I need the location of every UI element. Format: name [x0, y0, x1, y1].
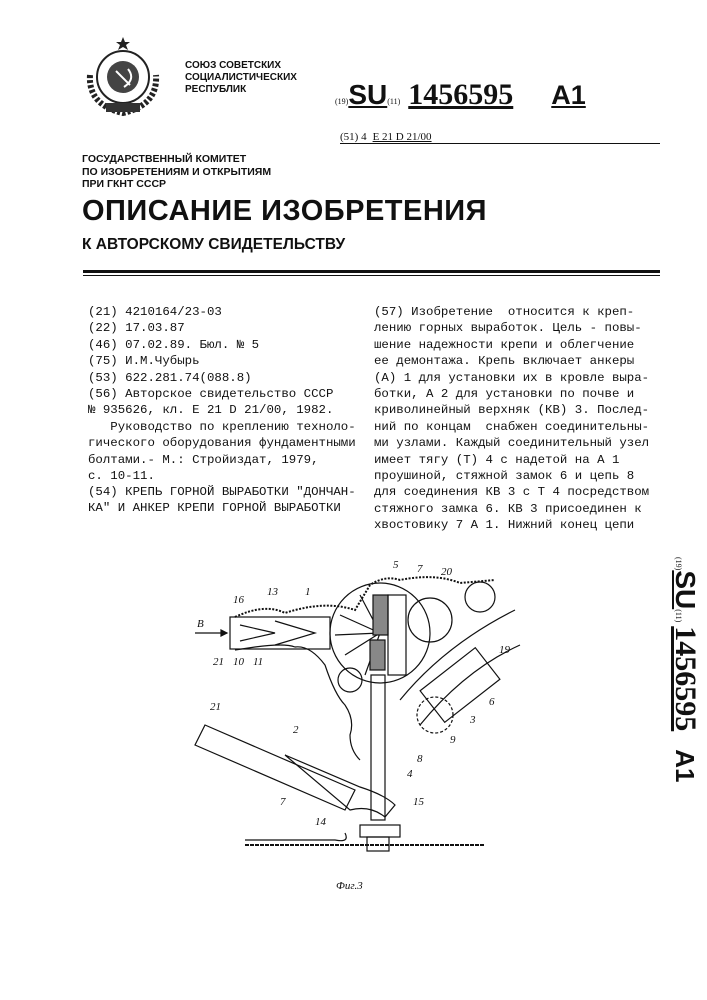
ussr-emblem — [78, 35, 168, 120]
abstract-line: имеет тягу (Т) 4 с надетой на А 1 — [374, 452, 649, 468]
biblio-line: № 935626, кл. E 21 D 21/00, 1982. — [88, 402, 356, 418]
figure-label: 10 — [233, 656, 245, 668]
figure-label: 3 — [469, 714, 476, 726]
figure-label: 21 — [210, 701, 221, 713]
biblio-line: гического оборудования фундаментными — [88, 435, 356, 451]
figure-label: 15 — [413, 796, 425, 808]
abstract-line: проушиной, стяжной замок 6 и цепь 8 — [374, 468, 649, 484]
figure-label: 6 — [489, 696, 495, 708]
figure-label: 20 — [441, 566, 453, 578]
figure-label: 21 — [213, 656, 224, 668]
figure-label: 13 — [267, 586, 279, 598]
ipc-line — [340, 131, 660, 144]
figure-label: 9 — [450, 734, 456, 746]
figure-label: 19 — [499, 644, 511, 656]
abstract-line: ботки, А 2 для установки по почве и — [374, 386, 649, 402]
biblio-line: (21) 4210164/23-03 — [88, 304, 356, 320]
biblio-line: с. 10-11. — [88, 468, 356, 484]
biblio-line: (56) Авторское свидетельство СССР — [88, 386, 356, 402]
abstract-line: (57) Изобретение относится к креп- — [374, 304, 649, 320]
figure-label: 7 — [417, 563, 423, 575]
state-line: РЕСПУБЛИК — [185, 84, 297, 96]
abstract-line: криволинейный верхняк (КВ) 3. Послед- — [374, 402, 649, 418]
patent-number: 1456595 — [408, 78, 513, 111]
biblio-line: (75) И.М.Чубырь — [88, 353, 356, 369]
country-code-prefix: (19) — [335, 97, 348, 106]
side-country-code: SU — [670, 570, 701, 609]
committee — [82, 153, 271, 191]
abstract — [374, 304, 649, 533]
document-subtitle: К АВТОРСКОМУ СВИДЕТЕЛЬСТВУ — [82, 236, 345, 254]
number-prefix: (11) — [387, 97, 400, 106]
abstract-line: хвостовику 7 А 1. Нижний конец цепи — [374, 517, 649, 533]
invention-title-line: (54) КРЕПЬ ГОРНОЙ ВЫРАБОТКИ "ДОНЧАН- — [88, 484, 356, 500]
figure-label: 14 — [315, 816, 327, 828]
invention-title — [88, 484, 356, 517]
committee-line: ПРИ ГКНТ СССР — [82, 178, 271, 191]
figure-label: 7 — [280, 796, 286, 808]
figure-label: B — [197, 618, 204, 630]
state-line: СОЮЗ СОВЕТСКИХ — [185, 60, 297, 72]
figure-label: 16 — [233, 594, 245, 606]
abstract-line: шение надежности крепи и облегчение — [374, 337, 649, 353]
abstract-line: (А) 1 для установки их в кровле выра- — [374, 370, 649, 386]
bibliographic-data — [88, 304, 356, 484]
side-prefix: (19) — [674, 557, 683, 570]
figure-caption: Фиг.3 — [336, 880, 363, 892]
side-prefix: (11) — [674, 609, 683, 622]
side-stamp — [668, 557, 702, 777]
publication-number — [335, 78, 660, 110]
abstract-line: ми узлами. Каждый соединительный узел — [374, 435, 649, 451]
biblio-line: болтами.- М.: Стройиздат, 1979, — [88, 452, 356, 468]
abstract-line: ее демонтажа. Крепь включает анкеры — [374, 353, 649, 369]
biblio-line: (46) 07.02.89. Бюл. № 5 — [88, 337, 356, 353]
biblio-line: (22) 17.03.87 — [88, 320, 356, 336]
abstract-line: лению горных выработок. Цель - повы- — [374, 320, 649, 336]
divider — [83, 270, 660, 273]
document-title: ОПИСАНИЕ ИЗОБРЕТЕНИЯ — [82, 195, 487, 228]
figure-label: 8 — [417, 753, 423, 765]
committee-line: ПО ИЗОБРЕТЕНИЯМ И ОТКРЫТИЯМ — [82, 166, 271, 179]
figure-label: 5 — [393, 559, 399, 571]
abstract-line: для соединения КВ 3 с Т 4 посредством — [374, 484, 649, 500]
ipc-class: E 21 D 21/00 — [373, 131, 432, 143]
invention-title-line: КА" И АНКЕР КРЕПИ ГОРНОЙ ВЫРАБОТКИ — [88, 500, 356, 516]
abstract-line: ний по концам снабжен соединительны- — [374, 419, 649, 435]
ipc-prefix: (51) 4 — [340, 131, 367, 143]
figure-label: 11 — [253, 656, 263, 668]
biblio-line: (53) 622.281.74(088.8) — [88, 370, 356, 386]
state-line: СОЦИАЛИСТИЧЕСКИХ — [185, 72, 297, 84]
figure-label: 2 — [293, 724, 299, 736]
side-kind: A1 — [670, 749, 700, 782]
biblio-line: Руководство по креплению техноло- — [88, 419, 356, 435]
figure-3-drawing — [185, 555, 525, 875]
figure-label: 4 — [407, 768, 413, 780]
patent-kind: A1 — [551, 80, 586, 110]
side-patent-number: 1456595 — [669, 626, 702, 731]
country-code: SU — [348, 79, 387, 110]
figure-label: 1 — [305, 586, 311, 598]
divider — [83, 275, 660, 276]
committee-line: ГОСУДАРСТВЕННЫЙ КОМИТЕТ — [82, 153, 271, 166]
state-name — [185, 60, 297, 96]
abstract-line: стяжного замка 6. КВ 3 присоединен к — [374, 501, 649, 517]
